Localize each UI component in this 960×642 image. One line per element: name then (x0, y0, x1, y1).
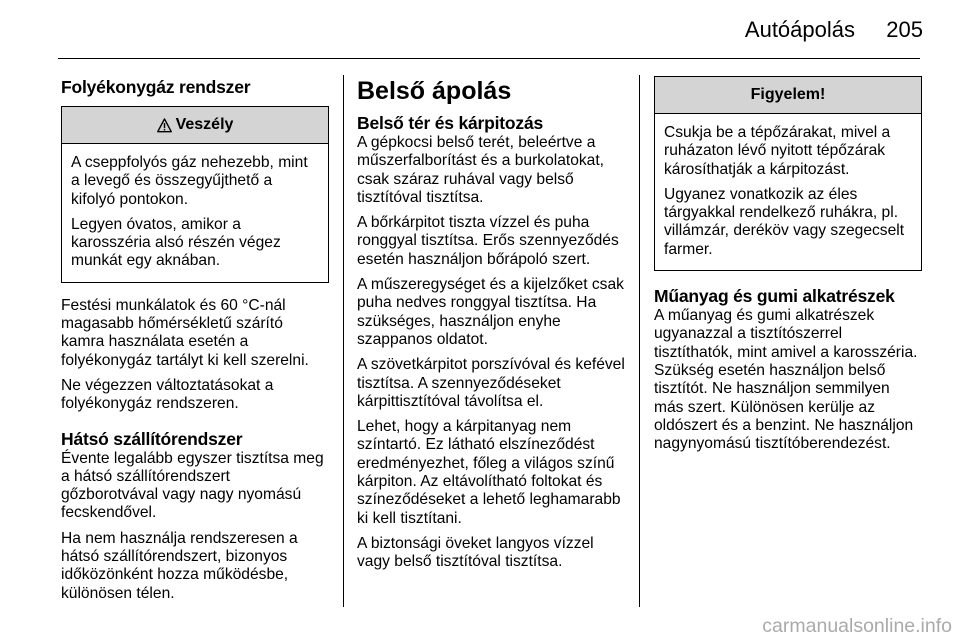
paragraph: A szövetkárpitot porszívóval és kefével tisztítsa. A szennyeződéseket kárpittisztítóval távolítsa el. (357, 356, 625, 410)
paragraph: Évente legalább egyszer tisztítsa meg a hátsó szállítórendszert gőzborotvával vagy nagy nyomású fecskendővel. (61, 449, 324, 522)
danger-box-title: Veszély (175, 116, 234, 133)
header-rule (58, 58, 920, 59)
paragraph: Festési munkálatok és 60 °C-nál magasabb hőmérsékletű szárító kamra használata esetén a folyékonygáz tartályt ki kell szerelni. (61, 296, 309, 369)
subsection-heading-interior-upholstery: Belső tér és kárpitozás (357, 113, 544, 133)
paragraph: A bőrkárpitot tiszta vízzel és puha ronggyal tisztítsa. Erős szennyeződés esetén használjon bőrápoló szert. (357, 214, 619, 268)
paragraph: Ha nem használja rendszeresen a hátsó szállítórendszert, bizonyos időközönként hozza működésbe, különösen télen. (61, 529, 298, 602)
column-3 (654, 76, 922, 460)
column-2 (357, 76, 625, 579)
subsection-heading-plastic-rubber: Műanyag és gumi alkatrészek (654, 286, 895, 307)
page-header-title: Autóápolás (744, 17, 855, 42)
danger-box (61, 106, 329, 283)
notice-box-header (655, 77, 921, 114)
danger-paragraph: Legyen óvatos, amikor a karosszéria alsó részén végez munkát egy aknában. (71, 215, 281, 270)
section-heading-lpg: Folyékonygáz rendszer (61, 77, 251, 97)
notice-box-title: Figyelem! (750, 86, 826, 103)
danger-box-body (62, 144, 328, 282)
danger-box-header (62, 107, 328, 144)
page-number: 205 (886, 17, 923, 42)
paragraph: Lehet, hogy a kárpitanyag nem színtartó. Ez látható elszíneződést eredményezhet, főleg a világos színű kárpiton. Az eltávolítható foltokat és színeződéseket a lehető leghamarabb ki kell tisztítani. (357, 418, 621, 527)
notice-paragraph: Ugyanez vonatkozik az éles tárgyakkal rendelkező ruhákra, pl. villámzár, deréköv vagy szegecselt farmer. (664, 185, 905, 258)
section-heading-interior-care: Belső ápolás (357, 77, 512, 105)
danger-paragraph: A cseppfolyós gáz nehezebb, mint a levegő és összegyűjthető a kifolyó pontokon. (71, 154, 308, 208)
notice-box-body (655, 114, 921, 270)
paragraph: A műanyag és gumi alkatrészek ugyanazzal a tisztítószerrel tisztíthatók, mint amivel a karosszéria. Szükség esetén használjon belső tisztítót. Ne használjon semmilyen más szert. Különösen kerülje az oldószert és a benzint. Ne használjon nagynyomású tisztítóberendezést. (654, 307, 918, 453)
subsection-heading-rear-carrier: Hátsó szállítórendszer (61, 428, 243, 449)
column-divider-2 (639, 75, 640, 607)
paragraph: A gépkocsi belső terét, beleértve a műszerfalborítást és a burkolatokat, csak száraz ruhával vagy belső tisztítóval tisztítsa. (357, 134, 605, 206)
notice-box (654, 76, 922, 271)
column-1 (61, 76, 329, 610)
paragraph: Ne végezzen változtatásokat a folyékonygáz rendszeren. (61, 376, 274, 413)
notice-paragraph: Csukja be a tépőzárakat, mivel a ruházaton lévő nyitott tépőzárak károsíthatják a kárpitozást. (664, 124, 891, 178)
paragraph: A műszeregységet és a kijelzőket csak puha nedves ronggyal tisztítsa. Ha szükséges, használjon enyhe szappanos oldatot. (357, 276, 624, 348)
watermark-text: carmanualsonline.info (762, 615, 952, 637)
column-divider-1 (343, 75, 344, 607)
paragraph: A biztonsági öveket langyos vízzel vagy belső tisztítóval tisztítsa. (357, 534, 594, 571)
warning-triangle-icon (157, 118, 172, 133)
